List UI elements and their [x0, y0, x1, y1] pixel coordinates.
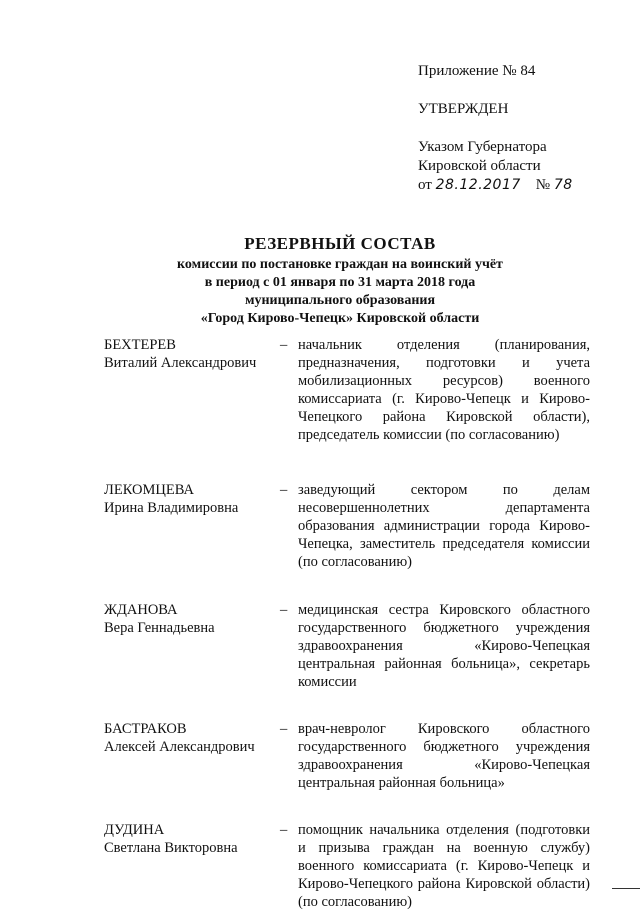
member-name — [104, 481, 280, 571]
dash: – — [280, 337, 288, 353]
member-surname: ЛЕКОМЦЕВА — [104, 482, 194, 498]
member-description: помощник начальника отделения (подготовки и призыва граждан на военную службу) военного комиссариата (г. Кирово-Чепецк и Кирово-Чепецкого района Кировской области) (по согласованию) — [298, 822, 590, 910]
dash: – — [280, 822, 288, 838]
dash: – — [280, 482, 288, 498]
approval-block — [418, 62, 618, 195]
number-prefix: № — [535, 177, 551, 193]
member-name — [104, 336, 280, 444]
member-description: медицинская сестра Кировского областного государственного бюджетного учреждения здравоохранения «Кирово-Чепецкая центральная районная больница», секретарь комиссии — [298, 602, 590, 690]
member-given-name: Вера Геннадьевна — [104, 620, 215, 636]
member-entry — [104, 336, 590, 444]
member-entry — [104, 720, 590, 792]
member-list — [104, 336, 590, 911]
member-description: начальник отделения (планирования, предназначения, подготовки и учета мобилизационных ресурсов) военного комиссариата (г. Кирово-Чепецк и Кирово-Чепецкого района Кировской области), председатель комиссии (по согласованию) — [298, 337, 590, 443]
member-surname: ЖДАНОВА — [104, 602, 178, 618]
subtitle-line-1: комиссии по постановке граждан на воинский учёт — [177, 257, 503, 272]
member-description: врач-невролог Кировского областного государственного бюджетного учреждения здравоохранения «Кирово-Чепецкая центральная районная больница» — [298, 721, 590, 791]
member-name — [104, 821, 280, 911]
document-subtitle — [80, 256, 600, 328]
document-title: РЕЗЕРВНЫЙ СОСТАВ — [244, 234, 436, 253]
member-surname: ДУДИНА — [104, 822, 165, 838]
member-name — [104, 601, 280, 691]
member-surname: БЕХТЕРЕВ — [104, 337, 176, 353]
date-prefix: от — [418, 177, 432, 193]
dash: – — [280, 602, 288, 618]
member-given-name: Ирина Владимировна — [104, 500, 239, 516]
member-surname: БАСТРАКОВ — [104, 721, 187, 737]
decree-number: 78 — [553, 177, 573, 193]
decree-date: 28.12.2017 — [435, 177, 521, 193]
member-given-name: Виталий Александрович — [104, 355, 257, 371]
page-edge-mark — [612, 888, 640, 889]
subtitle-line-4: «Город Кирово-Чепецк» Кировской области — [200, 311, 480, 326]
decree-date-line — [418, 176, 618, 195]
approved-label: УТВЕРЖДЕН — [418, 101, 509, 117]
decree-line-2: Кировской области — [418, 158, 541, 174]
member-given-name: Алексей Александрович — [104, 739, 255, 755]
member-name — [104, 720, 280, 792]
subtitle-line-2: в период с 01 января по 31 марта 2018 года — [204, 275, 476, 290]
member-description: заведующий сектором по делам несовершеннолетних департамента образования администрации города Кирово-Чепецка, заместитель председателя комиссии (по согласованию) — [298, 482, 590, 570]
subtitle-line-3: муниципального образования — [244, 293, 436, 308]
dash: – — [280, 721, 288, 737]
member-entry — [104, 601, 590, 691]
member-entry — [104, 481, 590, 571]
appendix-number: Приложение № 84 — [418, 63, 536, 79]
decree-line-1: Указом Губернатора — [418, 139, 547, 155]
member-entry — [104, 821, 590, 911]
member-given-name: Светлана Викторовна — [104, 840, 238, 856]
